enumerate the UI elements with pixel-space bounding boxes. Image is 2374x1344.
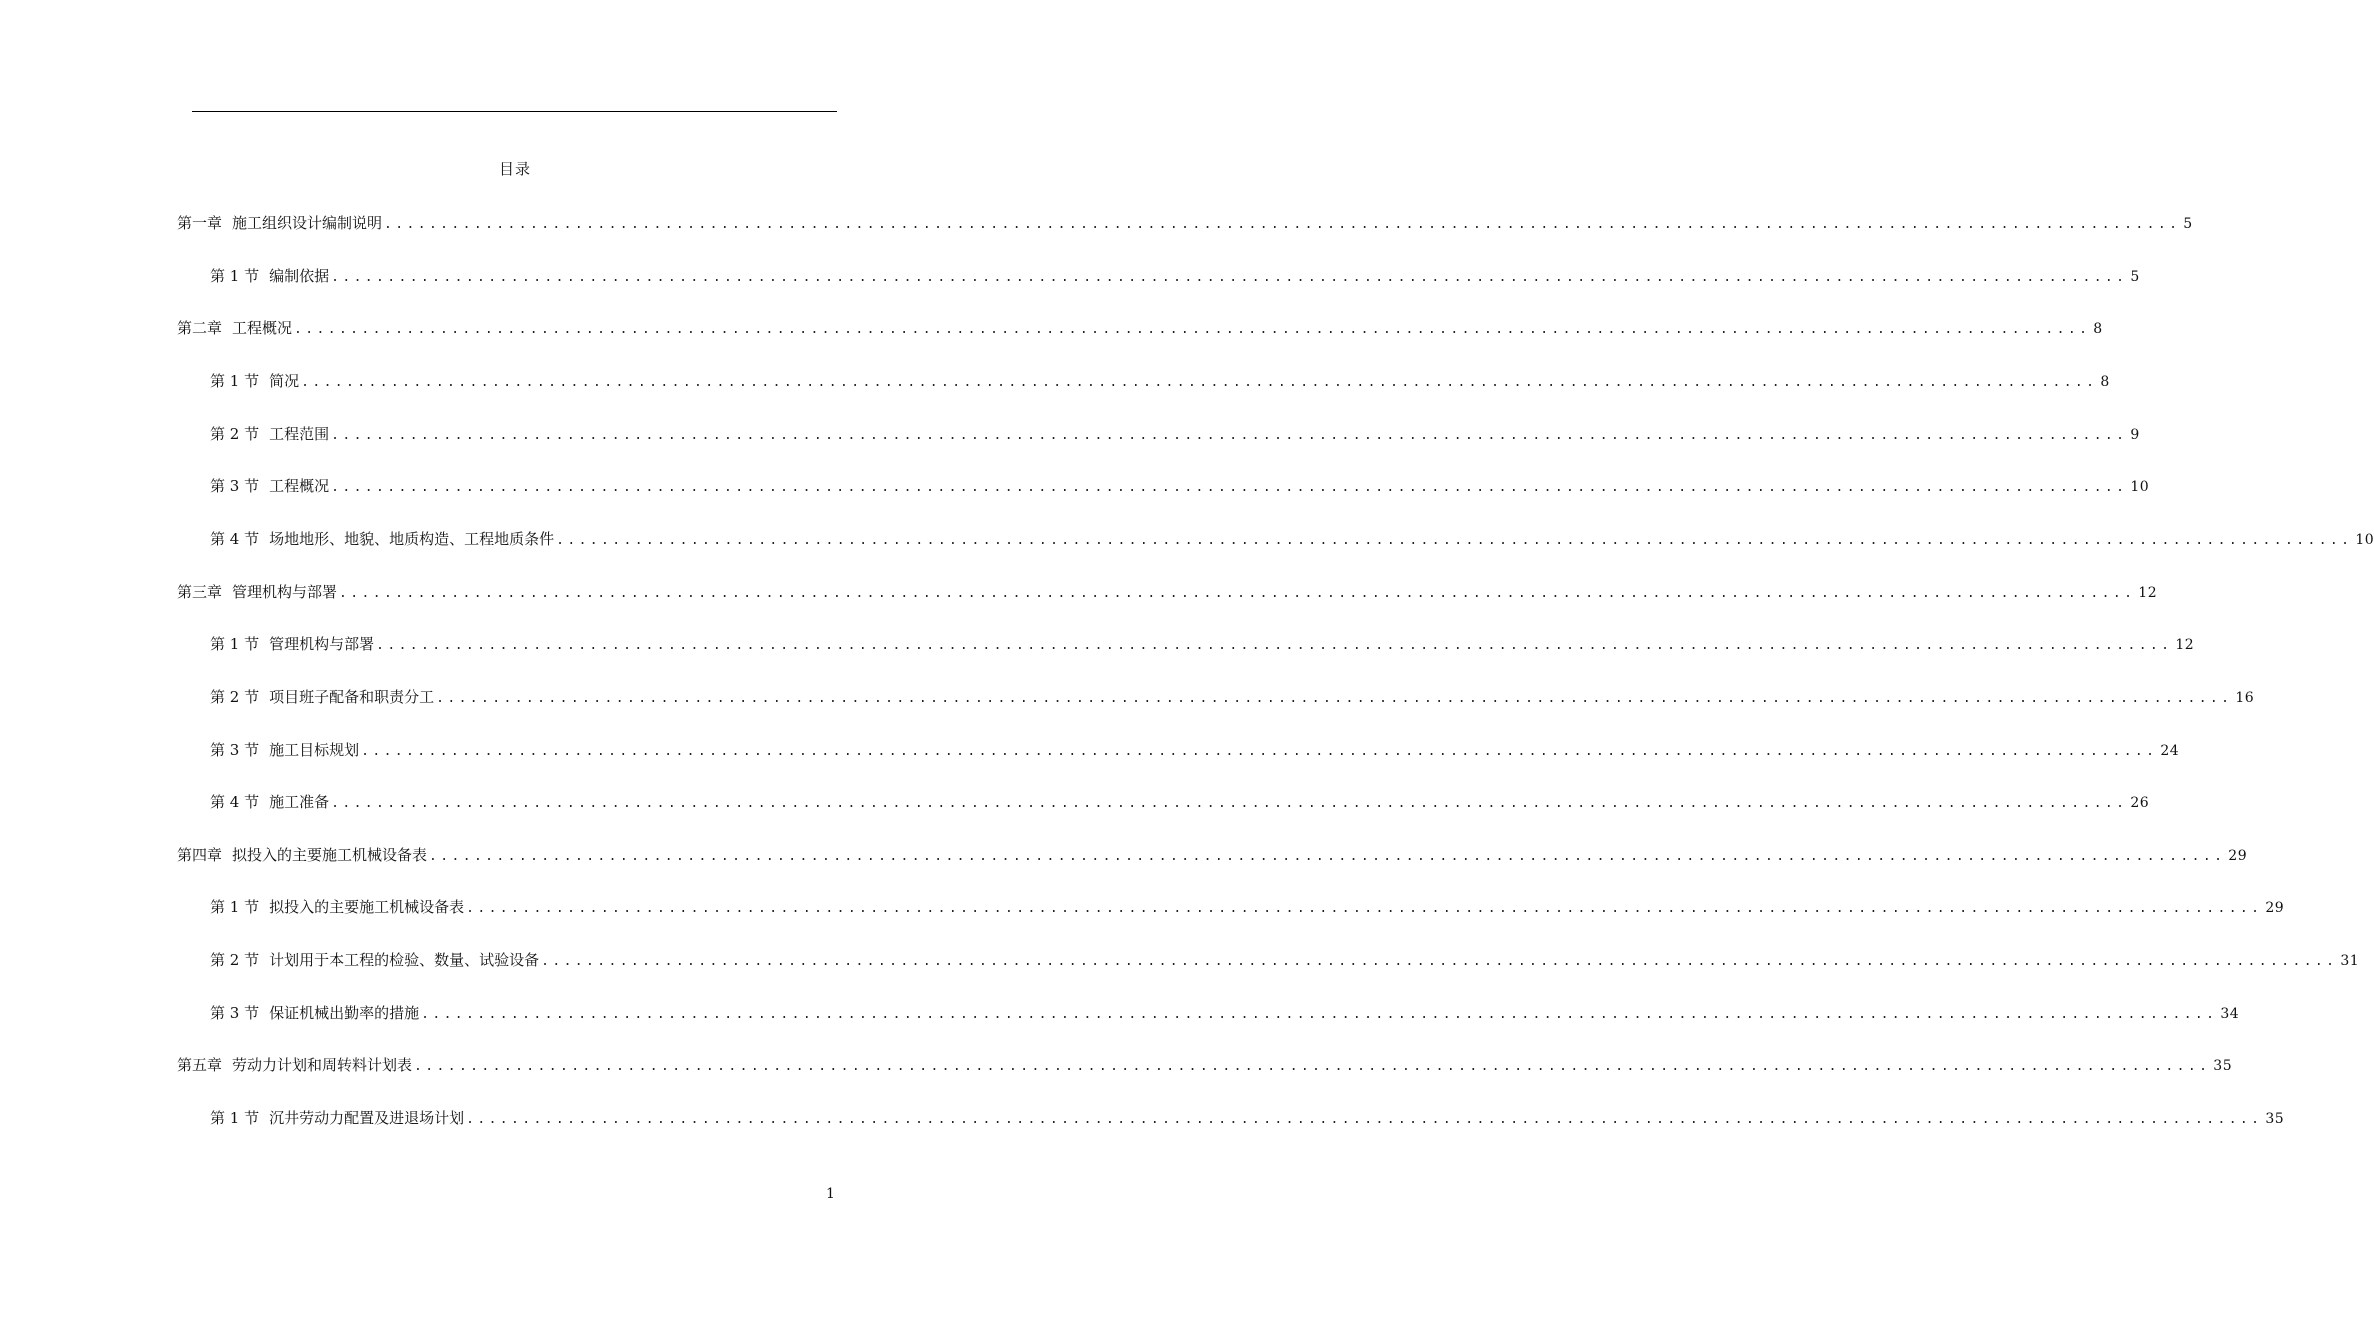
toc-entry-page: 24	[2160, 743, 2180, 759]
toc-entry-page: 31	[2340, 953, 2360, 969]
toc-dot-leader: ................................................................................................................................................................	[541, 954, 2338, 969]
toc-section-entry[interactable]	[210, 632, 2195, 656]
toc-entry-number: 第 4 节	[210, 793, 260, 811]
toc-entry-title: 保证机械出勤率的措施	[269, 1004, 420, 1022]
toc-entry-number: 第 1 节	[210, 898, 260, 916]
toc-chapter-entry[interactable]	[177, 843, 2248, 867]
toc-entry-number: 第 2 节	[210, 425, 260, 443]
toc-entry-page: 26	[2130, 795, 2150, 811]
toc-entry-title: 编制依据	[269, 267, 330, 285]
toc-section-entry[interactable]	[210, 738, 2180, 762]
toc-dot-leader: ................................................................................................................................................................	[376, 638, 2173, 653]
toc-entry-page: 16	[2235, 690, 2255, 706]
toc-entry-title: 简况	[269, 372, 300, 390]
toc-entry-number: 第五章	[177, 1056, 223, 1074]
toc-entry-number: 第 3 节	[210, 1004, 260, 1022]
toc-chapter-entry[interactable]	[177, 211, 2193, 235]
toc-dot-leader: ................................................................................................................................................................	[414, 1059, 2211, 1074]
toc-entry-title: 管理机构与部署	[269, 635, 375, 653]
toc-entry-number: 第四章	[177, 846, 223, 864]
toc-dot-leader: ................................................................................................................................................................	[421, 1007, 2218, 1022]
toc-entry-page: 5	[2183, 216, 2193, 232]
toc-entry-page: 29	[2228, 848, 2248, 864]
toc-entry-number: 第 3 节	[210, 477, 260, 495]
toc-entry-number: 第 1 节	[210, 267, 260, 285]
toc-section-entry[interactable]	[210, 685, 2255, 709]
toc-chapter-entry[interactable]	[177, 1053, 2233, 1077]
toc-dot-leader: ................................................................................................................................................................	[466, 1112, 2263, 1127]
toc-dot-leader: ................................................................................................................................................................	[436, 691, 2233, 706]
toc-entry-title: 项目班子配备和职责分工	[269, 688, 435, 706]
toc-section-entry[interactable]	[210, 527, 2374, 551]
toc-entry-number: 第 1 节	[210, 1109, 260, 1127]
toc-entry-number: 第 2 节	[210, 688, 260, 706]
toc-entry-number: 第 4 节	[210, 530, 260, 548]
toc-entry-page: 29	[2265, 900, 2285, 916]
toc-dot-leader: ................................................................................................................................................................	[429, 849, 2226, 864]
toc-entry-page: 12	[2175, 637, 2195, 653]
toc-dot-leader: ................................................................................................................................................................	[384, 217, 2181, 232]
toc-entry-page: 8	[2100, 374, 2110, 390]
toc-entry-page: 5	[2130, 269, 2140, 285]
toc-section-entry[interactable]	[210, 790, 2150, 814]
toc-entry-page: 9	[2130, 427, 2140, 443]
toc-entry-page: 10	[2355, 532, 2374, 548]
toc-entry-page: 34	[2220, 1006, 2240, 1022]
toc-entry-number: 第三章	[177, 583, 223, 601]
toc-dot-leader: ................................................................................................................................................................	[466, 901, 2263, 916]
toc-section-entry[interactable]	[210, 1001, 2240, 1025]
toc-dot-leader: ................................................................................................................................................................	[331, 270, 2128, 285]
toc-entry-title: 施工目标规划	[269, 741, 360, 759]
toc-entry-title: 工程范围	[269, 425, 330, 443]
toc-dot-leader: ................................................................................................................................................................	[331, 480, 2128, 495]
toc-entry-page: 8	[2093, 321, 2103, 337]
toc-section-entry[interactable]	[210, 264, 2140, 288]
toc-dot-leader: ................................................................................................................................................................	[361, 744, 2158, 759]
toc-section-entry[interactable]	[210, 422, 2140, 446]
toc-entry-title: 场地地形、地貌、地质构造、工程地质条件	[269, 530, 555, 548]
toc-entry-title: 劳动力计划和周转料计划表	[232, 1056, 413, 1074]
page-number: 1	[826, 1186, 835, 1202]
toc-dot-leader: ................................................................................................................................................................	[294, 322, 2091, 337]
toc-dot-leader: ................................................................................................................................................................	[556, 533, 2353, 548]
toc-section-entry[interactable]	[210, 1106, 2285, 1130]
toc-entry-title: 拟投入的主要施工机械设备表	[269, 898, 465, 916]
toc-entry-number: 第 3 节	[210, 741, 260, 759]
toc-entry-title: 计划用于本工程的检验、数量、试验设备	[269, 951, 540, 969]
toc-section-entry[interactable]	[210, 948, 2360, 972]
toc-chapter-entry[interactable]	[177, 316, 2103, 340]
toc-chapter-entry[interactable]	[177, 580, 2158, 604]
toc-entry-title: 施工准备	[269, 793, 330, 811]
toc-entry-title: 沉井劳动力配置及进退场计划	[269, 1109, 465, 1127]
toc-entry-number: 第一章	[177, 214, 223, 232]
toc-entry-title: 拟投入的主要施工机械设备表	[232, 846, 428, 864]
toc-entry-title: 管理机构与部署	[232, 583, 338, 601]
toc-entry-number: 第 1 节	[210, 372, 260, 390]
toc-dot-leader: ................................................................................................................................................................	[339, 586, 2136, 601]
toc-entry-title: 工程概况	[269, 477, 330, 495]
toc-entry-page: 10	[2130, 479, 2150, 495]
toc-entry-title: 施工组织设计编制说明	[232, 214, 383, 232]
toc-entry-number: 第二章	[177, 319, 223, 337]
toc-entry-page: 12	[2138, 585, 2158, 601]
toc-entry-number: 第 2 节	[210, 951, 260, 969]
toc-entry-page: 35	[2265, 1111, 2285, 1127]
toc-entry-title: 工程概况	[232, 319, 293, 337]
toc-title: 目录	[498, 160, 531, 178]
toc-section-entry[interactable]	[210, 895, 2285, 919]
toc-dot-leader: ................................................................................................................................................................	[331, 428, 2128, 443]
toc-dot-leader: ................................................................................................................................................................	[301, 375, 2098, 390]
toc-entry-number: 第 1 节	[210, 635, 260, 653]
toc-section-entry[interactable]	[210, 369, 2110, 393]
toc-dot-leader: ................................................................................................................................................................	[331, 796, 2128, 811]
toc-section-entry[interactable]	[210, 474, 2150, 498]
toc-entry-page: 35	[2213, 1058, 2233, 1074]
